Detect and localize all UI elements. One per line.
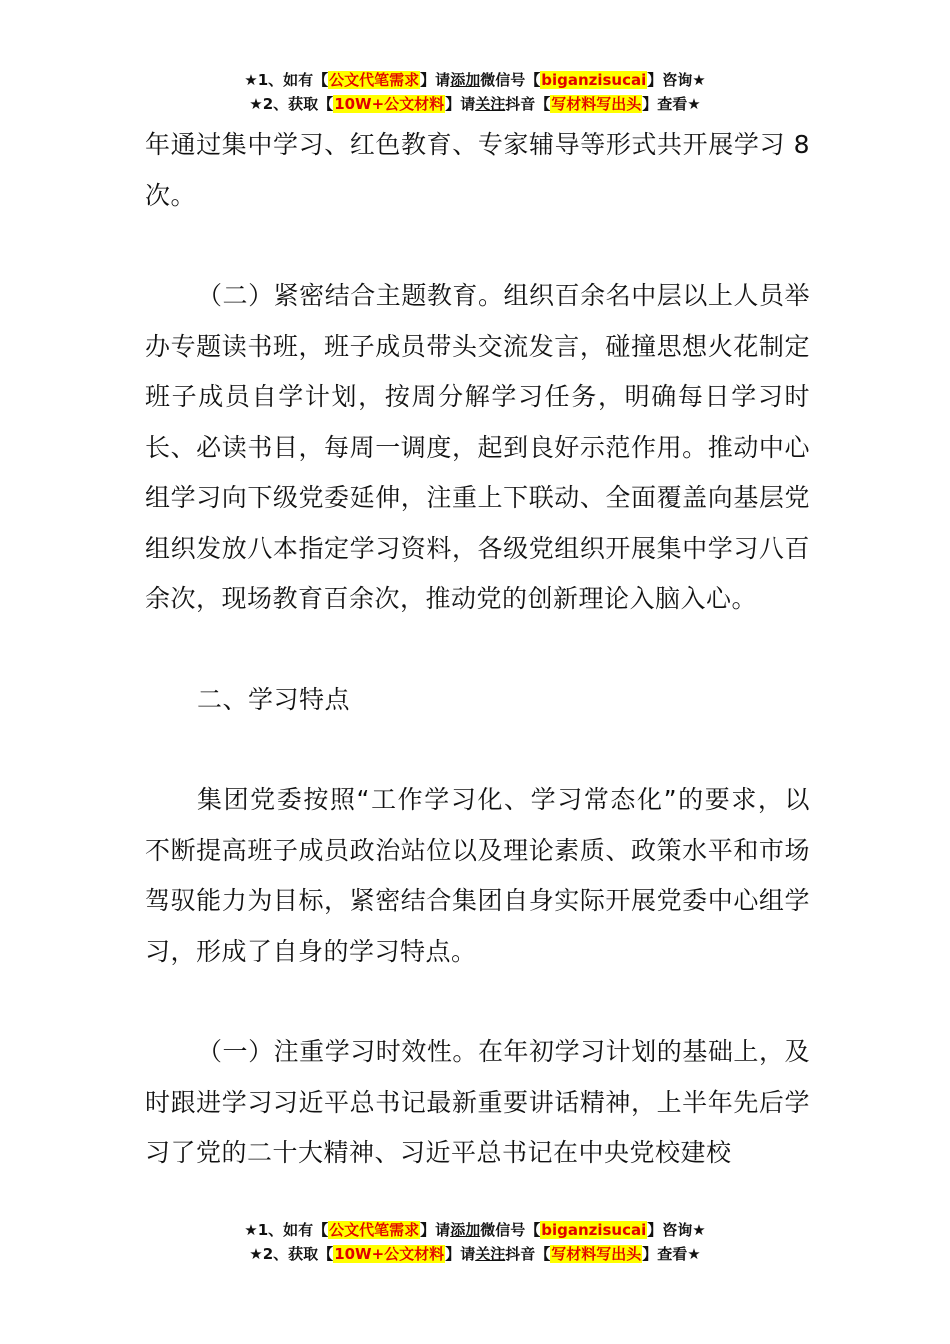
highlight-wechat-id: biganzisucai [541, 71, 647, 89]
footer-banner [0, 1218, 950, 1266]
banner-line-1: ★1、如有【公文代笔需求】请添加微信号【biganzisucai】咨询★ [244, 1221, 706, 1239]
banner-line-1: ★1、如有【公文代笔需求】请添加微信号【biganzisucai】咨询★ [244, 71, 706, 89]
paragraph-intro: 集团党委按照“工作学习化、学习常态化”的要求，以不断提高班子成员政治站位以及理论素质、政策水平和市场驾驭能力为目标，紧密结合集团自身实际开展党委中心组学习，形成了自身的学习特点。 [145, 785, 810, 966]
document-body [145, 120, 810, 1179]
banner-line-2: ★2、获取【10W+公文材料】请关注抖音【写材料写出头】查看★ [249, 95, 701, 113]
header-banner [0, 68, 950, 116]
section-heading: 二、学习特点 [197, 684, 351, 714]
highlight-service: 公文代笔需求 [329, 1221, 420, 1239]
highlight-wechat-id: biganzisucai [541, 1221, 647, 1239]
highlight-service: 公文代笔需求 [329, 71, 420, 89]
highlight-materials: 10W+公文材料 [334, 95, 445, 113]
highlight-douyin-account: 写材料写出头 [551, 95, 642, 113]
paragraph-point-1: （一）注重学习时效性。在年初学习计划的基础上，及时跟进学习习近平总书记最新重要讲话精神，上半年先后学习了党的二十大精神、习近平总书记在中央党校建校 [145, 1037, 810, 1167]
paragraph-continued: 年通过集中学习、红色教育、专家辅导等形式共开展学习 8 次。 [145, 130, 810, 210]
highlight-douyin-account: 写材料写出头 [551, 1245, 642, 1263]
paragraph-section-2: （二）紧密结合主题教育。组织百余名中层以上人员举办专题读书班，班子成员带头交流发言，碰撞思想火花制定班子成员自学计划，按周分解学习任务，明确每日学习时长、必读书目，每周一调度，起到良好示范作用。推动中心组学习向下级党委延伸，注重上下联动、全面覆盖向基层党组织发放八本指定学习资料，各级党组织开展集中学习八百余次，现场教育百余次，推动党的创新理论入脑入心。 [145, 281, 810, 613]
banner-line-2: ★2、获取【10W+公文材料】请关注抖音【写材料写出头】查看★ [249, 1245, 701, 1263]
highlight-materials: 10W+公文材料 [334, 1245, 445, 1263]
